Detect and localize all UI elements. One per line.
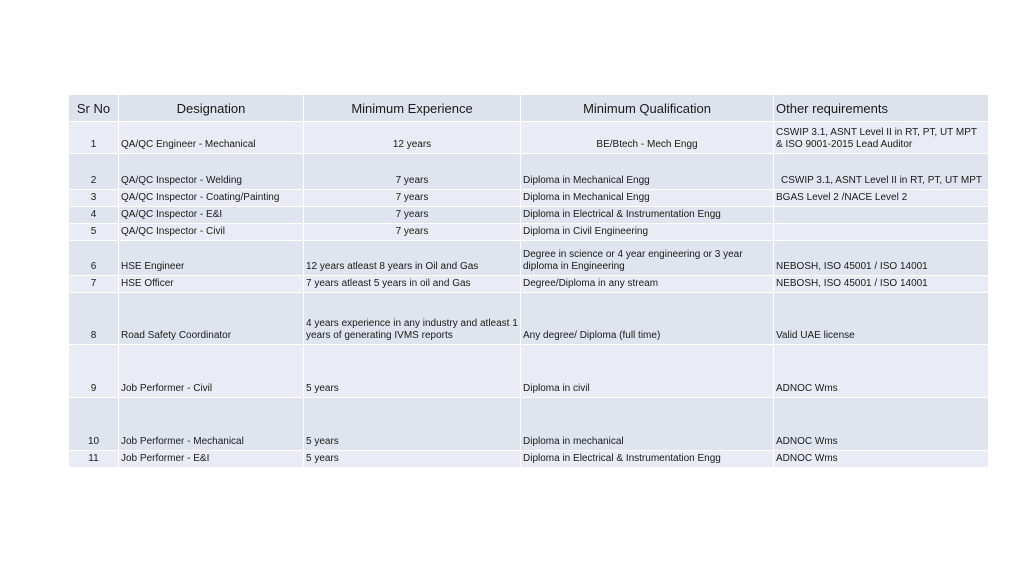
designation-cell: QA/QC Inspector - Welding [119, 154, 304, 190]
header-sr-no: Sr No [69, 95, 119, 122]
qualification-cell: Diploma in Mechanical Engg [521, 154, 774, 190]
qualification-cell: Degree/Diploma in any stream [521, 276, 774, 293]
designation-cell: HSE Officer [119, 276, 304, 293]
other-requirements-cell: ADNOC Wms [774, 451, 989, 468]
designation-cell: QA/QC Engineer - Mechanical [119, 122, 304, 154]
table-row [69, 154, 989, 190]
qualification-cell: Diploma in Mechanical Engg [521, 190, 774, 207]
header-minimum-experience: Minimum Experience [304, 95, 521, 122]
sr-cell: 4 [69, 207, 119, 224]
table-row [69, 451, 989, 468]
other-requirements-cell: NEBOSH, ISO 45001 / ISO 14001 [774, 241, 989, 276]
qualification-cell: BE/Btech - Mech Engg [521, 122, 774, 154]
sr-cell: 9 [69, 345, 119, 398]
designation-cell: Road Safety Coordinator [119, 293, 304, 345]
designation-cell: Job Performer - Civil [119, 345, 304, 398]
table-row [69, 276, 989, 293]
sr-cell: 2 [69, 154, 119, 190]
sr-cell: 7 [69, 276, 119, 293]
other-requirements-cell: CSWIP 3.1, ASNT Level II in RT, PT, UT MPT & ISO 9001-2015 Lead Auditor [774, 122, 989, 154]
qualification-cell: Diploma in civil [521, 345, 774, 398]
table-row [69, 224, 989, 241]
header-designation: Designation [119, 95, 304, 122]
experience-cell: 7 years atleast 5 years in oil and Gas [304, 276, 521, 293]
sr-cell: 5 [69, 224, 119, 241]
experience-cell: 12 years [304, 122, 521, 154]
designation-cell: Job Performer - Mechanical [119, 398, 304, 451]
other-requirements-cell: BGAS Level 2 /NACE Level 2 [774, 190, 989, 207]
header-row [69, 95, 989, 122]
header-other-requirements: Other requirements [774, 95, 989, 122]
table-row [69, 207, 989, 224]
qualification-cell: Diploma in Electrical & Instrumentation Engg [521, 451, 774, 468]
other-requirements-cell: NEBOSH, ISO 45001 / ISO 14001 [774, 276, 989, 293]
table-row [69, 190, 989, 207]
table-row [69, 241, 989, 276]
experience-cell: 12 years atleast 8 years in Oil and Gas [304, 241, 521, 276]
experience-cell: 7 years [304, 154, 521, 190]
designation-cell: QA/QC Inspector - E&I [119, 207, 304, 224]
sr-cell: 10 [69, 398, 119, 451]
qualification-cell: Diploma in mechanical [521, 398, 774, 451]
experience-cell: 7 years [304, 190, 521, 207]
qualification-cell: Diploma in Electrical & Instrumentation Engg [521, 207, 774, 224]
sr-cell: 11 [69, 451, 119, 468]
other-requirements-cell [774, 224, 989, 241]
requirements-table [69, 95, 989, 468]
sr-cell: 8 [69, 293, 119, 345]
other-requirements-cell: Valid UAE license [774, 293, 989, 345]
qualification-cell: Any degree/ Diploma (full time) [521, 293, 774, 345]
sr-cell: 1 [69, 122, 119, 154]
other-requirements-cell: CSWIP 3.1, ASNT Level II in RT, PT, UT MPT [774, 154, 989, 190]
experience-cell: 7 years [304, 224, 521, 241]
experience-cell: 5 years [304, 398, 521, 451]
qualification-cell: Degree in science or 4 year engineering or 3 year diploma in Engineering [521, 241, 774, 276]
other-requirements-cell: ADNOC Wms [774, 345, 989, 398]
table-row [69, 293, 989, 345]
experience-cell: 4 years experience in any industry and atleast 1 years of generating IVMS reports [304, 293, 521, 345]
qualification-cell: Diploma in Civil Engineering [521, 224, 774, 241]
table-row [69, 122, 989, 154]
sr-cell: 3 [69, 190, 119, 207]
other-requirements-cell: ADNOC Wms [774, 398, 989, 451]
experience-cell: 7 years [304, 207, 521, 224]
other-requirements-cell [774, 207, 989, 224]
experience-cell: 5 years [304, 451, 521, 468]
designation-cell: QA/QC Inspector - Coating/Painting [119, 190, 304, 207]
designation-cell: Job Performer - E&I [119, 451, 304, 468]
sr-cell: 6 [69, 241, 119, 276]
experience-cell: 5 years [304, 345, 521, 398]
header-minimum-qualification: Minimum Qualification [521, 95, 774, 122]
table-row [69, 345, 989, 398]
designation-cell: QA/QC Inspector - Civil [119, 224, 304, 241]
table-row [69, 398, 989, 451]
designation-cell: HSE Engineer [119, 241, 304, 276]
